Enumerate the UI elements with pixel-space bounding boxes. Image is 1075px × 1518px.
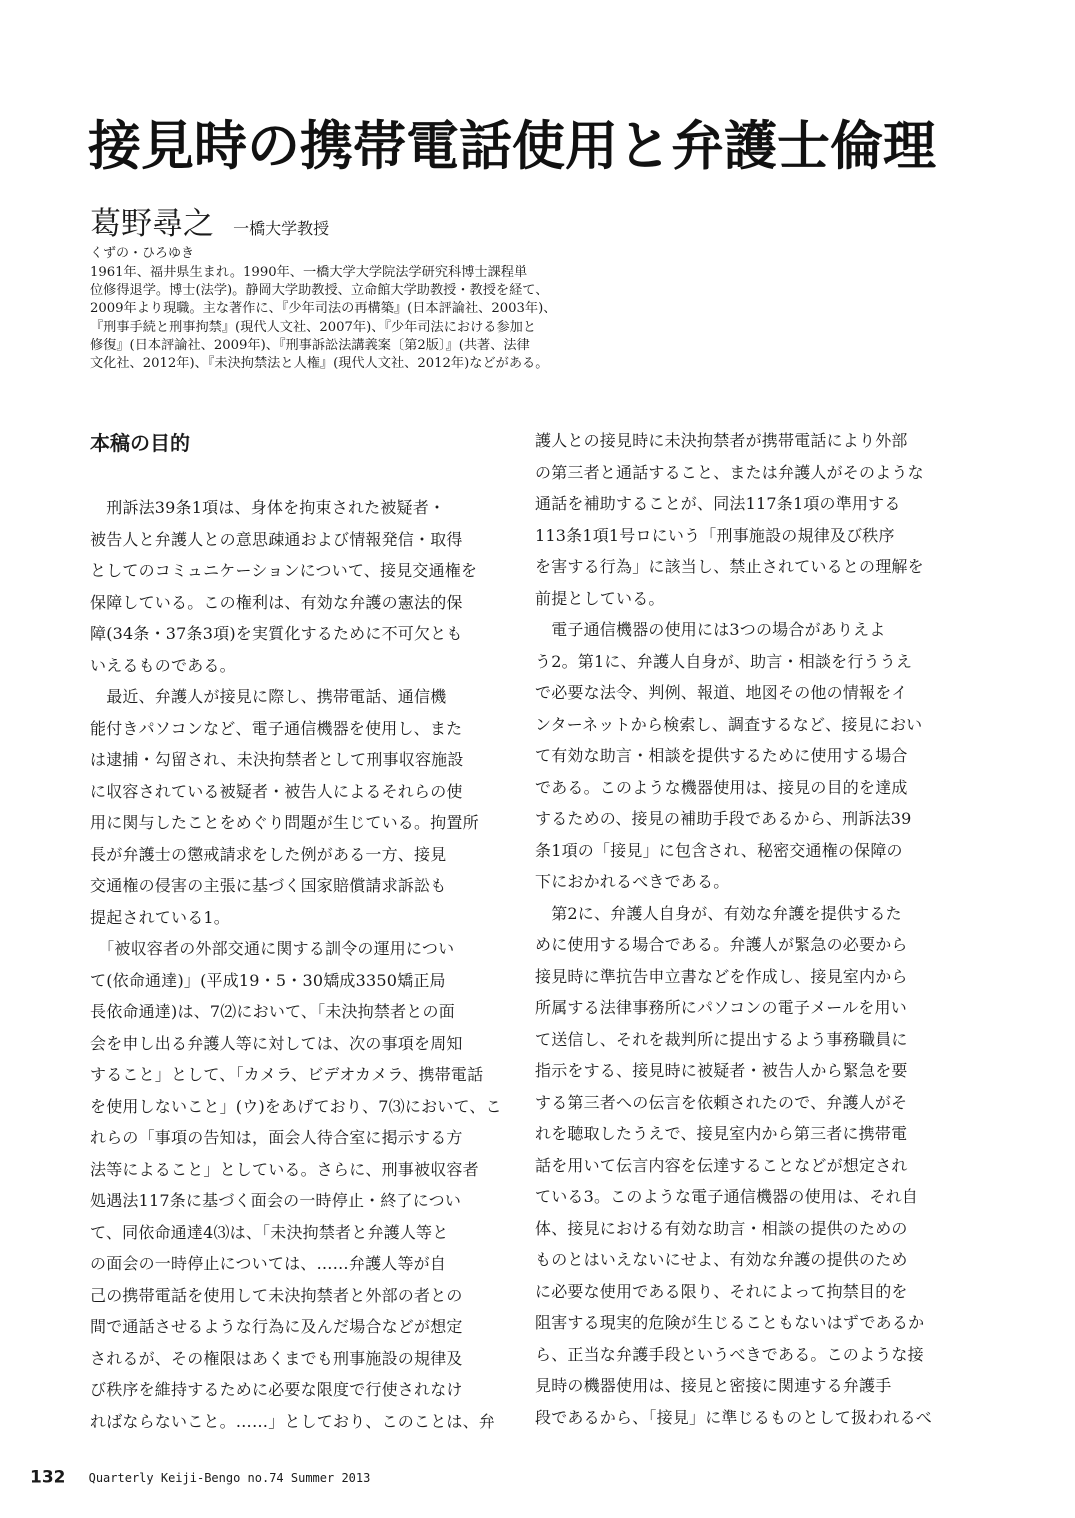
text-line: び秩序を維持するために必要な限度で行使されなけ xyxy=(90,1380,463,1399)
text-line: 体、接見における有効な助言・相談の提供のための xyxy=(535,1218,908,1238)
article-title: 接見時の携帯電話使用と弁護士倫理 xyxy=(88,116,936,177)
text-line: 第2に、弁護人自身が、有効な弁護を提供するた xyxy=(535,903,902,923)
text-line: 交通権の侵害の主張に基づく国家賠償請求訴訟も xyxy=(90,876,447,895)
text-line: 会を申し出る弁護人等に対しては、次の事項を周知 xyxy=(90,1033,463,1053)
text-line: する第三者への伝言を依頼されたので、弁護人がそ xyxy=(535,1092,908,1112)
text-line: て送信し、それを裁判所に提出するよう事務職員に xyxy=(535,1029,908,1049)
text-line: 段であるから、「接見」に準じるものとして扱われるべ xyxy=(535,1407,933,1427)
text-line: すること」として、「カメラ、ビデオカメラ、携帯電話 xyxy=(90,1065,484,1084)
text-line: 長依命通達)は、7⑵において、「未決拘禁者との面 xyxy=(90,1002,455,1021)
text-line: ている3。このような電子通信機器の使用は、それ自 xyxy=(535,1187,918,1206)
bio-line: 『刑事手続と刑事拘禁』(現代人文社、2007年)、『少年司法における参加と xyxy=(90,319,537,335)
journal-name: Quarterly Keiji-Bengo no.74 Summer 2013 xyxy=(88,1470,371,1485)
text-line: 見時の機器使用は、接見と密接に関連する弁護手 xyxy=(535,1376,892,1395)
text-line: 護人との接見時に未決拘禁者が携帯電話により外部 xyxy=(535,431,908,450)
text-line: て有効な助言・相談を提供するために使用する場合 xyxy=(535,746,908,765)
bio-line: 2009年より現職。主な著作に、『少年司法の再構築』(日本評論社、2003年)、 xyxy=(90,301,557,317)
text-line: 接見時に準抗告申立書などを作成し、接見室内から xyxy=(535,966,908,986)
text-line: ればならないこと。……」としており、このことは、弁 xyxy=(90,1411,496,1431)
text-line: 被告人と弁護人との意思疎通および情報発信・取得 xyxy=(90,529,463,549)
text-line: は逮捕・勾留され、未決拘禁者として刑事収容施設 xyxy=(90,750,464,769)
left-column xyxy=(90,425,510,1437)
right-column xyxy=(535,425,955,1433)
text-line: 長が弁護士の懲戒請求をした例がある一方、接見 xyxy=(90,844,447,864)
text-line: を使用しないこと」(ウ)をあげており、7⑶において、こ xyxy=(90,1096,502,1116)
text-line: 提起されている1。 xyxy=(90,907,230,927)
text-line: 能付きパソコンなど、電子通信機器を使用し、また xyxy=(90,718,463,738)
text-line: に収容されている被疑者・被告人によるそれらの使 xyxy=(90,781,463,801)
author-line xyxy=(90,202,329,246)
page-number: 132 xyxy=(30,1467,66,1488)
text-line: れらの「事項の告知は，面会人待合室に掲示する方 xyxy=(90,1128,463,1147)
text-line: ンターネットから検索し、調査するなど、接見におい xyxy=(535,714,923,734)
text-line: 阻害する現実的危険が生じることもないはずであるか xyxy=(535,1313,925,1332)
author-affiliation: 一橋大学教授 xyxy=(233,219,330,238)
text-line: 話を用いて伝言内容を伝達することなどが想定され xyxy=(535,1155,908,1175)
text-line: 通話を補助することが、同法117条1項の準用する xyxy=(535,494,901,513)
text-line: の第三者と通話すること、または弁護人がそのような xyxy=(535,462,924,482)
text-line: ら、正当な弁護手段というべきである。このような接 xyxy=(535,1344,924,1364)
text-line: れを聴取したうえで、接見室内から第三者に携帯電 xyxy=(535,1124,908,1143)
bio-line: 修復』(日本評論社、2009年)、『刑事訴訟法講義案〔第2版〕』(共著、法律 xyxy=(90,337,530,353)
bio-line: 1961年、福井県生まれ。1990年、一橋大学大学院法学研究科博士課程単 xyxy=(90,265,528,280)
text-line: 法等によること」としている。さらに、刑事被収容者 xyxy=(90,1159,479,1179)
text-line: されるが、その権限はあくまでも刑事施設の規律及 xyxy=(90,1348,463,1368)
text-line: 保障している。この権利は、有効な弁護の憲法的保 xyxy=(90,592,463,612)
text-line: 条1項の「接見」に包含され、秘密交通権の保障の xyxy=(535,840,903,860)
text-line: 指示をする、接見時に被疑者・被告人から緊急を要 xyxy=(535,1061,908,1080)
text-line: めに使用する場合である。弁護人が緊急の必要から xyxy=(535,935,908,954)
text-line: 最近、弁護人が接見に際し、携帯電話、通信機 xyxy=(90,687,447,706)
text-line: 刑訴法39条1項は、身体を拘束された被疑者・ xyxy=(90,498,446,517)
text-line: である。このような機器使用は、接見の目的を達成 xyxy=(535,777,908,797)
bio-line: 文化社、2012年)、『未決拘禁法と人権』(現代人文社、2012年)などがある。 xyxy=(90,356,549,372)
text-line: で必要な法令、判例、報道、地図その他の情報をイ xyxy=(535,683,908,702)
text-line: 用に関与したことをめぐり問題が生じている。拘置所 xyxy=(90,813,479,832)
text-line: 113条1項1号ロにいう「刑事施設の規律及び秩序 xyxy=(535,525,895,545)
section-heading: 本稿の目的 xyxy=(90,431,190,455)
text-line: 下におかれるべきである。 xyxy=(535,872,730,891)
text-line: 処遇法117条に基づく面会の一時停止・終了につい xyxy=(90,1191,462,1210)
text-line: う2。第1に、弁護人自身が、助言・相談を行ううえ xyxy=(535,651,913,671)
text-line: 障(34条・37条3項)を実質化するために不可欠とも xyxy=(90,624,463,643)
text-line: を害する行為」に該当し、禁止されているとの理解を xyxy=(535,557,924,576)
text-line: 間で通話させるような行為に及んだ場合などが想定 xyxy=(90,1317,463,1336)
text-line: ものとはいえないにせよ、有効な弁護の提供のため xyxy=(535,1250,908,1269)
text-line: いえるものである。 xyxy=(90,655,236,675)
bio-line: 位修得退学。博士(法学)。静岡大学助教授、立命館大学助教授・教授を経て、 xyxy=(90,283,549,299)
author-name: 葛野尋之 xyxy=(90,206,214,242)
page-footer xyxy=(30,1467,370,1488)
author-kana: くずの・ひろゆき xyxy=(90,246,195,261)
text-line: 「被収容者の外部交通に関する訓令の運用につい xyxy=(90,939,455,958)
text-line: 電子通信機器の使用には3つの場合がありえよ xyxy=(535,620,886,639)
text-line: 己の携帯電話を使用して未決拘禁者と外部の者との xyxy=(90,1285,463,1305)
text-line: するための、接見の補助手段であるから、刑訴法39 xyxy=(535,809,912,828)
text-line: の面会の一時停止については、……弁護人等が自 xyxy=(90,1254,447,1273)
text-line: て(依命通達)」(平成19・5・30矯成3350矯正局 xyxy=(90,970,446,990)
author-bio xyxy=(90,264,570,373)
text-line: に必要な使用である限り、それによって拘禁目的を xyxy=(535,1281,908,1301)
text-line: て、同依命通達4⑶は、「未決拘禁者と弁護人等と xyxy=(90,1222,449,1242)
text-line: 所属する法律事務所にパソコンの電子メールを用い xyxy=(535,998,907,1017)
text-line: としてのコミュニケーションについて、接見交通権を xyxy=(90,561,478,580)
text-line: 前提としている。 xyxy=(535,588,665,608)
